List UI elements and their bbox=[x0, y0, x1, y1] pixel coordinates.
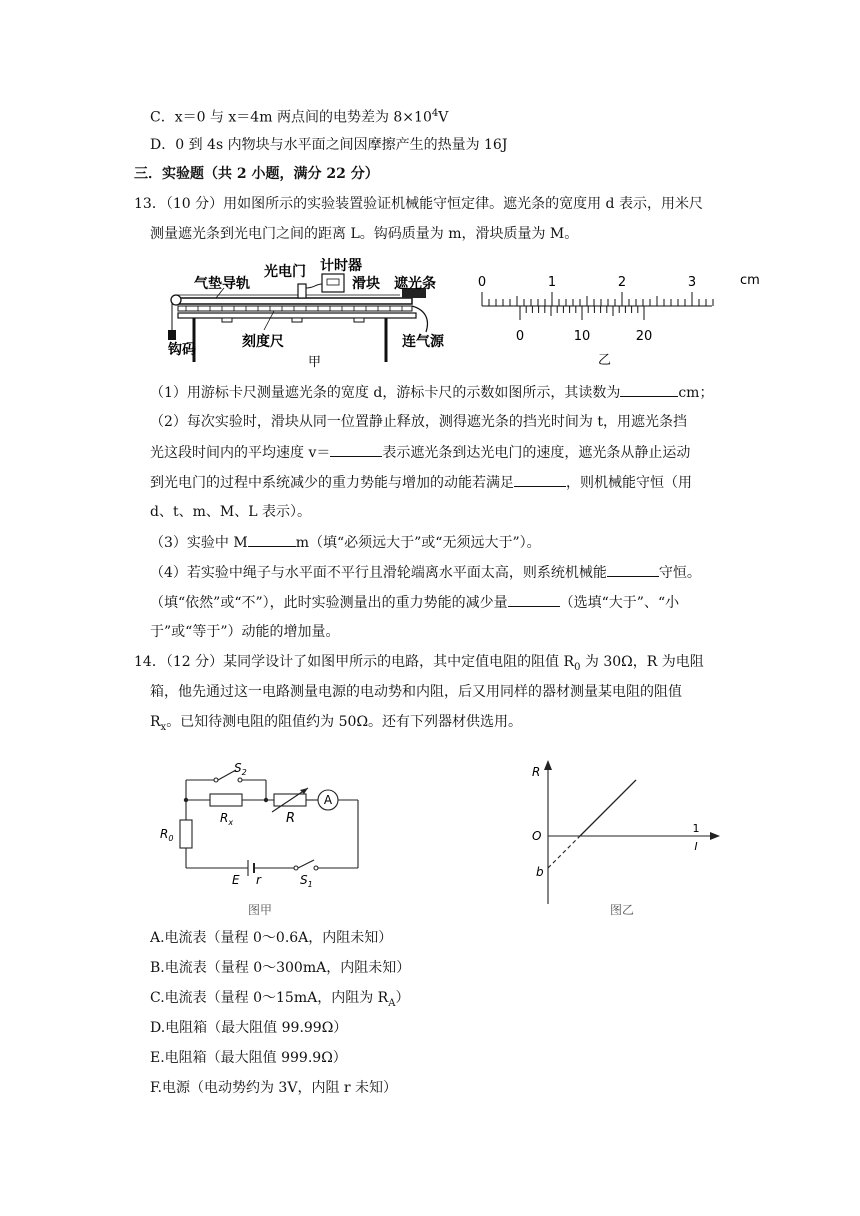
answer-blank[interactable] bbox=[508, 592, 560, 607]
resistance-box-label: R bbox=[286, 811, 296, 826]
q13-part3-text: m（填“必须远大于”或“无须远大于”）。 bbox=[295, 535, 541, 551]
q13-stem-line2: 测量遮光条到光电门之间的距离 L。钩码质量为 m，滑块质量为 M。 bbox=[150, 226, 579, 242]
q14-stem-subscript: 0 bbox=[574, 661, 581, 673]
switch-s2-label: $S_2$ bbox=[234, 761, 247, 777]
q13-part2-line3 bbox=[150, 472, 692, 493]
figure-apparatus bbox=[164, 258, 460, 370]
vernier-tick-label: 0 bbox=[515, 329, 525, 344]
main-tick-label: 1 bbox=[547, 275, 557, 290]
option-c-text: C．x＝0 与 x＝4m 两点间的电势差为 8×10 bbox=[150, 109, 432, 126]
switch-s1-label: $S_1$ bbox=[300, 873, 313, 889]
answer-blank[interactable] bbox=[620, 382, 678, 397]
vernier-tick-label: 10 bbox=[573, 329, 591, 344]
q13-part4-text: （填“依然”或“不”），此时实验测量出的重力势能的减少量 bbox=[150, 595, 508, 611]
q14-stem-line3 bbox=[150, 712, 522, 738]
option-c bbox=[150, 104, 448, 128]
answer-blank[interactable] bbox=[514, 472, 566, 487]
q14-stem-text: 为 30Ω，R 为电阻 bbox=[580, 654, 704, 670]
figure-caption-circuit: 图甲 bbox=[248, 903, 273, 917]
item-c bbox=[150, 988, 409, 1014]
main-tick-label: 0 bbox=[477, 275, 487, 290]
q13-part3-text: （3）实验中 M bbox=[150, 535, 248, 551]
q14-stem-text: 。已知待测电阻的阻值约为 50Ω。还有下列器材供选用。 bbox=[166, 714, 523, 730]
label-air-source: 连气源 bbox=[402, 334, 444, 350]
figure-caption-graph: 图乙 bbox=[610, 903, 635, 917]
q13-stem-line1: 13．（10 分）用如图所示的实验装置验证机械能守恒定律。遮光条的宽度用 d 表示，用米尺 bbox=[134, 196, 703, 212]
q13-part4-line2 bbox=[150, 592, 679, 613]
resistor-rx-label: $R_x$ bbox=[220, 811, 234, 827]
figure-circuit bbox=[156, 756, 376, 920]
figure-vernier-caliper bbox=[476, 262, 766, 368]
item-f: F.电源（电动势约为 3V，内阻 r 未知） bbox=[150, 1080, 398, 1096]
figure-caption-yi: 乙 bbox=[598, 353, 612, 368]
label-hook-weight: 钩码 bbox=[168, 342, 196, 358]
q14-stem-line1 bbox=[134, 652, 704, 678]
section-title: 三．实验题（共 2 小题，满分 22 分） bbox=[134, 166, 379, 182]
answer-blank[interactable] bbox=[607, 562, 659, 577]
unit-label: cm bbox=[740, 273, 760, 288]
q13-part2-line4: d、t、m、M、L 表示）。 bbox=[150, 504, 311, 520]
graph-origin-label: O bbox=[532, 829, 542, 843]
resistor-r0-label: $R_0$ bbox=[160, 827, 174, 843]
label-ruler: 刻度尺 bbox=[242, 334, 284, 350]
option-c-unit: V bbox=[438, 109, 449, 126]
q13-part2-text: 表示遮光条到达光电门的速度，遮光条从静止运动 bbox=[382, 445, 691, 461]
label-slider: 滑块 bbox=[352, 276, 380, 292]
q14-stem-text: R bbox=[150, 714, 161, 730]
q13-part2-text: 光这段时间内的平均速度 v＝ bbox=[150, 445, 331, 461]
q13-part4-text: （4）若实验中绳子与水平面不平行且滑轮端离水平面太高，则系统机械能 bbox=[150, 565, 607, 581]
main-tick-label: 2 bbox=[617, 275, 627, 290]
item-d: D.电阻箱（最大阻值 99.99Ω） bbox=[150, 1020, 348, 1036]
option-c-exponent: 4 bbox=[431, 108, 439, 119]
answer-blank[interactable] bbox=[248, 532, 296, 547]
graph-y-label: R bbox=[532, 765, 541, 779]
graph-intercept-label: b bbox=[536, 865, 544, 879]
item-a: A.电流表（量程 0～0.6A，内阻未知） bbox=[150, 930, 393, 946]
q13-part2-line2 bbox=[150, 442, 690, 463]
label-photogate: 光电门 bbox=[264, 264, 306, 280]
figure-graph bbox=[524, 756, 724, 920]
item-c-subscript: A bbox=[388, 997, 396, 1009]
emf-label: E bbox=[232, 873, 240, 887]
q13-part1-unit: cm； bbox=[678, 385, 714, 401]
graph-x-label-denominator: I bbox=[694, 840, 698, 853]
label-timer: 计时器 bbox=[320, 258, 362, 274]
q14-stem-subscript: x bbox=[160, 721, 167, 733]
q13-part4-text: 守恒。 bbox=[658, 565, 701, 581]
q14-stem-line2: 箱，他先通过这一电路测量电源的电动势和内阻，后又用同样的器材测量某电阻的阻值 bbox=[150, 684, 682, 700]
q14-stem-text: 14．（12 分）某同学设计了如图甲所示的电路，其中定值电阻的阻值 R bbox=[134, 654, 575, 670]
main-tick-label: 3 bbox=[687, 275, 697, 290]
internal-resistance-label: r bbox=[256, 873, 261, 887]
label-air-track: 气垫导轨 bbox=[194, 276, 250, 292]
item-c-text: C.电流表（量程 0～15mA，内阻为 R bbox=[150, 990, 389, 1006]
item-e: E.电阻箱（最大阻值 999.9Ω） bbox=[150, 1050, 347, 1066]
item-b: B.电流表（量程 0～300mA，内阻未知） bbox=[150, 960, 411, 976]
ammeter-label: A bbox=[323, 793, 333, 807]
q13-part1 bbox=[150, 382, 713, 403]
option-d: D．0 到 4s 内物块与水平面之间因摩擦产生的热量为 16J bbox=[150, 137, 508, 153]
q13-part2-text: ，则机械能守恒（用 bbox=[566, 475, 692, 491]
q13-part2-line1: （2）每次实验时，滑块从同一位置静止释放，测得遮光条的挡光时间为 t，用遮光条挡 bbox=[150, 414, 687, 430]
q13-part4-line1 bbox=[150, 562, 701, 583]
vernier-tick-label: 20 bbox=[635, 329, 653, 344]
q13-part1-text: （1）用游标卡尺测量遮光条的宽度 d，游标卡尺的示数如图所示，其读数为 bbox=[150, 385, 621, 401]
graph-x-label-numerator: 1 bbox=[692, 822, 700, 835]
q13-part4-text: （选填“大于”、“小 bbox=[559, 595, 680, 611]
answer-blank[interactable] bbox=[330, 442, 382, 457]
q13-part3 bbox=[150, 532, 541, 553]
item-c-end: ） bbox=[395, 990, 410, 1006]
label-strip: 遮光条 bbox=[394, 276, 436, 292]
q13-part4-line3: 于”或“等于”）动能的增加量。 bbox=[150, 624, 340, 640]
figure-caption-jia: 甲 bbox=[308, 355, 322, 370]
q13-part2-text: 到光电门的过程中系统减少的重力势能与增加的动能若满足 bbox=[150, 475, 514, 491]
